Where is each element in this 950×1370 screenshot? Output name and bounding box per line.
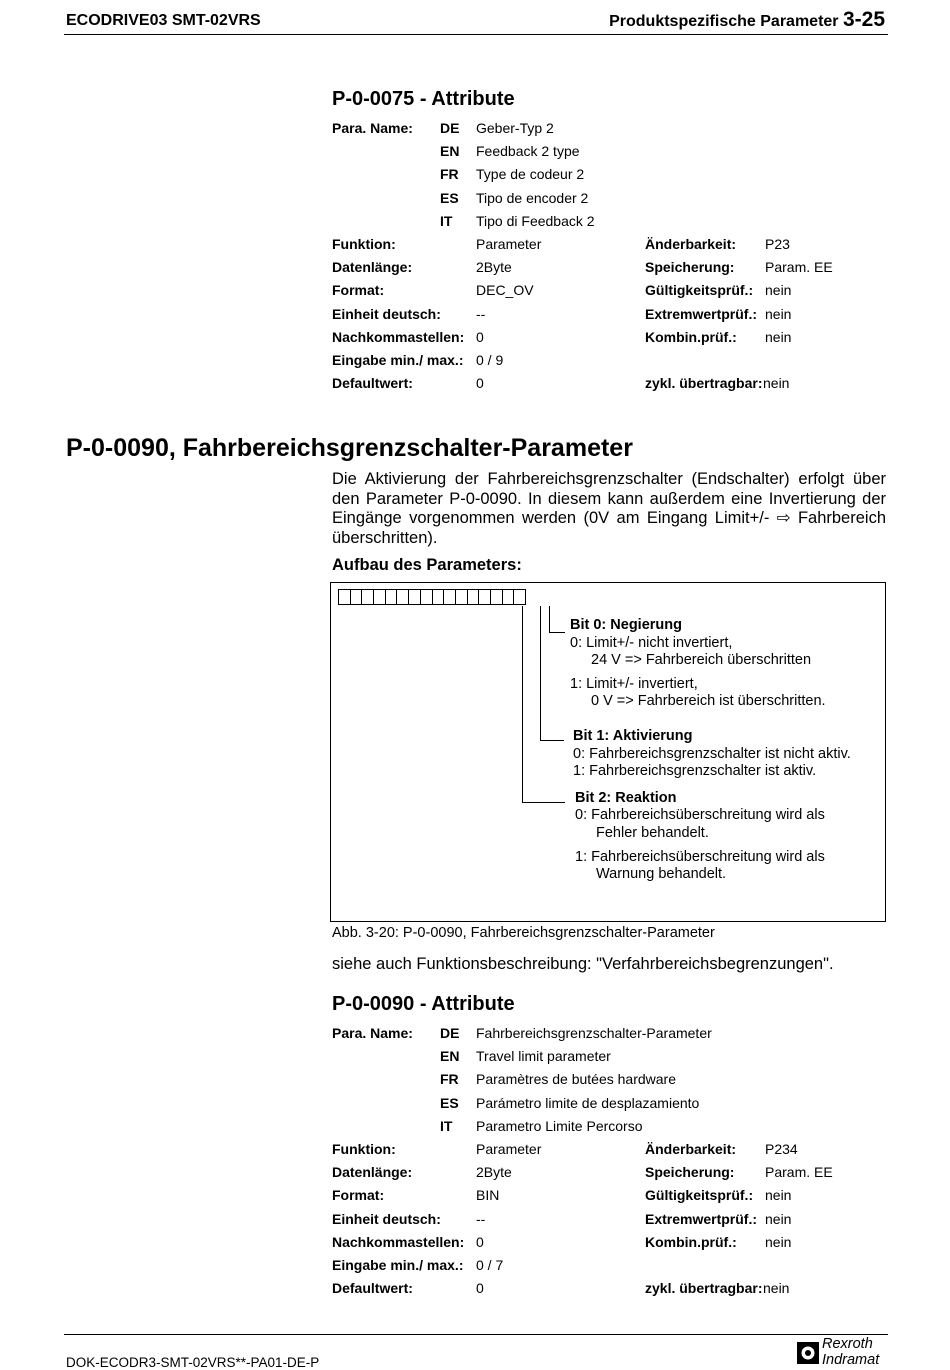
lang-code: FR <box>440 166 459 183</box>
attr-label2: Kombin.prüf.: <box>645 328 737 345</box>
attr-value2: nein <box>765 1233 792 1250</box>
attr-label: Datenlänge: <box>332 259 413 276</box>
attr-label2: Änderbarkeit: <box>645 236 737 252</box>
attr-label: Funktion: <box>332 1141 396 1157</box>
lang-code: EN <box>440 1048 460 1065</box>
attr-value2: nein <box>763 1280 790 1297</box>
attr-value: 0 <box>476 375 484 392</box>
attr-label: Datenlänge: <box>332 1164 413 1181</box>
footer-doc-id: DOK-ECODR3-SMT-02VRS**-PA01-DE-P <box>66 1355 320 1370</box>
bit1-title: Bit 1: Aktivierung <box>573 728 693 744</box>
bit2-line4: Warnung behandelt. <box>596 866 727 882</box>
attr-label2: Änderbarkeit: <box>645 1141 737 1157</box>
lang-code: ES <box>440 189 459 206</box>
attr-label: Funktion: <box>332 236 396 252</box>
attr-label2: Extremwertprüf.: <box>645 1210 758 1227</box>
attr-value: 2Byte <box>476 1164 512 1181</box>
attr-value2: nein <box>765 328 792 345</box>
attr-value2: nein <box>763 375 790 392</box>
attr-label: Eingabe min./ max.: <box>332 1257 464 1273</box>
attr1-heading: P-0-0075 - Attribute <box>332 88 515 110</box>
attr-label2: zykl. übertragbar: <box>645 1280 763 1297</box>
lang-code: ES <box>440 1094 459 1111</box>
logo-line2: Indramat <box>822 1351 880 1368</box>
aufbau-heading: Aufbau des Parameters: <box>332 556 522 574</box>
bit0-title: Bit 0: Negierung <box>570 617 682 633</box>
para-name-label: Para. Name: <box>332 120 413 136</box>
attr-value: BIN <box>476 1187 500 1204</box>
logo-line1: Rexroth <box>822 1336 873 1352</box>
attr-value2: P23 <box>765 236 790 252</box>
lang-name: Feedback 2 type <box>476 143 580 160</box>
lang-name: Fahrbereichsgrenzschalter-Parameter <box>476 1025 712 1041</box>
attr-value2: nein <box>765 282 792 299</box>
attr-value: Parameter <box>476 236 542 252</box>
bit0-line1: 0: Limit+/- nicht invertiert, <box>570 635 733 651</box>
attr-label: Format: <box>332 1187 385 1204</box>
rexroth-logo-icon <box>797 1342 819 1364</box>
attr-label: Eingabe min./ max.: <box>332 352 464 368</box>
attr-label2: zykl. übertragbar: <box>645 375 763 392</box>
attr-value: DEC_OV <box>476 282 534 299</box>
see-also-text: siehe auch Funktionsbeschreibung: "Verfahrbereichsbegrenzungen". <box>332 955 834 973</box>
attr-label: Defaultwert: <box>332 375 413 392</box>
attr-value: Parameter <box>476 1141 542 1157</box>
page-number: 3-25 <box>842 8 885 31</box>
lang-name: Tipo de encoder 2 <box>476 189 589 206</box>
bit2-line1: 0: Fahrbereichsüberschreitung wird als <box>575 807 825 823</box>
lang-name: Parametro Limite Percorso <box>476 1117 643 1134</box>
lang-code: EN <box>440 143 460 160</box>
para-name-label: Para. Name: <box>332 1025 413 1041</box>
bit1-line1: 0: Fahrbereichsgrenzschalter ist nicht aktiv. <box>573 746 851 762</box>
lang-code: IT <box>440 1117 453 1134</box>
attr-value2: P234 <box>765 1141 798 1157</box>
lang-name: Tipo di Feedback 2 <box>476 212 595 229</box>
attr-value: 2Byte <box>476 259 512 276</box>
lang-name: Parámetro limite de desplazamiento <box>476 1094 700 1111</box>
lang-name: Type de codeur 2 <box>476 166 585 183</box>
bit0-connector-h <box>549 632 565 633</box>
attr-value2: Param. EE <box>765 1164 833 1181</box>
attr-value: -- <box>476 1210 486 1227</box>
bit2-connector-v <box>522 606 523 803</box>
attr-value: 0 / 7 <box>476 1257 504 1273</box>
attr-value: -- <box>476 305 486 322</box>
attr-label2: Speicherung: <box>645 259 735 276</box>
lang-name: Geber-Typ 2 <box>476 120 554 136</box>
attr-label2: Extremwertprüf.: <box>645 305 758 322</box>
attr-value: 0 <box>476 1280 484 1297</box>
section-intro: Die Aktivierung der Fahrbereichsgrenzschalter (Endschalter) erfolgt über den Parameter P-0-0090. In diesem kann außerdem eine Invertierung der Eingänge vorgenommen werden (0V am Eingang Limit+/- ⇨ Fahrbereich überschritten). <box>332 470 886 547</box>
attr-label2: Gültigkeitsprüf.: <box>645 282 754 299</box>
attr-label: Format: <box>332 282 385 299</box>
bit2-connector-h <box>522 802 565 803</box>
attr-label: Defaultwert: <box>332 1280 413 1297</box>
bit2-line2: Fehler behandelt. <box>596 825 709 841</box>
attr-value: 0 <box>476 1233 484 1250</box>
attr-label: Nachkommastellen: <box>332 1233 465 1250</box>
bit1-connector-v <box>540 606 541 741</box>
attr-label2: Gültigkeitsprüf.: <box>645 1187 754 1204</box>
lang-code: DE <box>440 120 460 136</box>
attr-label2: Speicherung: <box>645 1164 735 1181</box>
attr-value2: nein <box>765 305 792 322</box>
header-doc-title: ECODRIVE03 SMT-02VRS <box>66 12 261 29</box>
bit0-line3: 1: Limit+/- invertiert, <box>570 676 698 692</box>
lang-name: Paramètres de butées hardware <box>476 1071 676 1088</box>
bit0-connector-v <box>549 606 550 633</box>
lang-code: IT <box>440 212 453 229</box>
attr-value2: nein <box>765 1210 792 1227</box>
header-section <box>609 8 885 32</box>
lang-code: DE <box>440 1025 460 1041</box>
bit0-line2: 24 V => Fahrbereich überschritten <box>591 652 812 668</box>
bit1-line2: 1: Fahrbereichsgrenzschalter ist aktiv. <box>573 763 817 779</box>
footer-rule <box>64 1334 888 1335</box>
figure-caption: Abb. 3-20: P-0-0090, Fahrbereichsgrenzschalter-Parameter <box>332 925 715 941</box>
header-rule <box>64 34 888 35</box>
attr-value2: nein <box>765 1187 792 1204</box>
attr-label: Einheit deutsch: <box>332 1210 441 1227</box>
attr-value2: Param. EE <box>765 259 833 276</box>
attr2-heading: P-0-0090 - Attribute <box>332 993 515 1015</box>
section-heading: P-0-0090, Fahrbereichsgrenzschalter-Parameter <box>66 434 633 462</box>
attr-label: Nachkommastellen: <box>332 328 465 345</box>
bit-field <box>338 589 526 605</box>
lang-name: Travel limit parameter <box>476 1048 611 1065</box>
lang-code: FR <box>440 1071 459 1088</box>
rexroth-indramat-logo <box>797 1337 887 1369</box>
attr-label2: Kombin.prüf.: <box>645 1233 737 1250</box>
bit0-line4: 0 V => Fahrbereich ist überschritten. <box>591 693 826 709</box>
bit2-title: Bit 2: Reaktion <box>575 790 677 806</box>
attr-value: 0 / 9 <box>476 352 504 368</box>
bit-cell <box>513 589 526 605</box>
header-section-title: Produktspezifische Parameter <box>609 13 839 30</box>
bit1-connector-h <box>540 740 564 741</box>
bit2-line3: 1: Fahrbereichsüberschreitung wird als <box>575 849 825 865</box>
attr-label: Einheit deutsch: <box>332 305 441 322</box>
attr-value: 0 <box>476 328 484 345</box>
